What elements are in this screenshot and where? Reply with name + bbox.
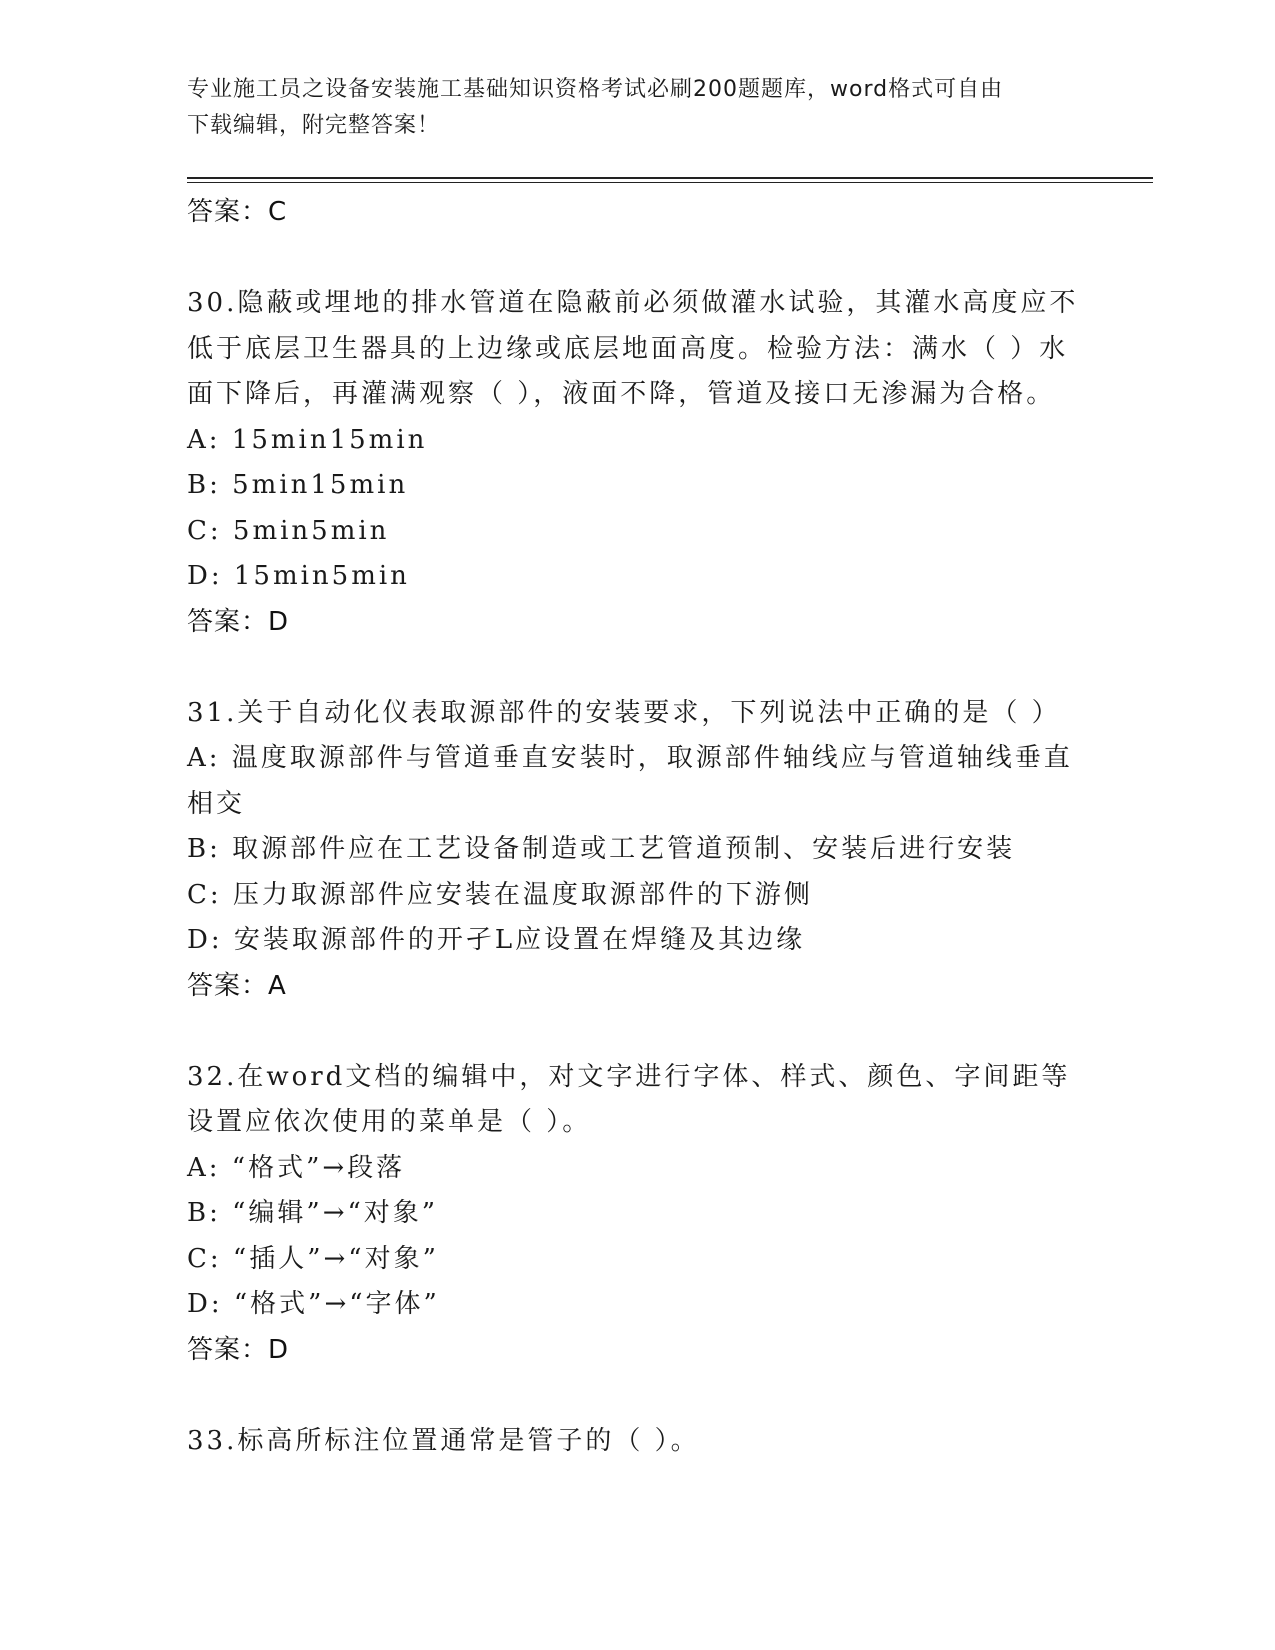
question-text-line: 32.在word文档的编辑中，对文字进行字体、样式、颜色、字间距等 xyxy=(187,1061,1071,1092)
document-body xyxy=(187,190,1087,1464)
answer-prev: 答案：C xyxy=(187,197,288,227)
question-33 xyxy=(187,1419,1087,1465)
option-d: D: 安装取源部件的开孑L应设置在焊缝及其边缘 xyxy=(187,925,806,955)
header-rule-thick xyxy=(187,177,1153,179)
option-c: C: “插人”→“对象” xyxy=(187,1243,439,1274)
answer: 答案：A xyxy=(187,970,287,1001)
page-header xyxy=(187,72,1067,144)
spacer xyxy=(187,1373,1087,1419)
option-b: B: 取源部件应在工艺设备制造或工艺管道预制、安装后进行安装 xyxy=(187,834,1016,864)
header-line-2: 下载编辑，附完整答案！ xyxy=(187,113,441,138)
option-d: D: 15min5min xyxy=(187,561,410,591)
option-c: C: 压力取源部件应安装在温度取源部件的下游侧 xyxy=(187,879,813,910)
answer: 答案：D xyxy=(187,606,290,637)
question-text-line: 面下降后，再灌满观察（ ），液面不降，管道及接口无渗漏为合格。 xyxy=(187,379,1056,409)
option-a-continued: 相交 xyxy=(187,788,246,819)
option-c: C: 5min5min xyxy=(187,515,390,546)
question-text-line: 低于底层卫生器具的上边缘或底层地面高度。检验方法：满水（ ）水 xyxy=(187,333,1069,364)
option-d: D: “格式”→“字体” xyxy=(187,1289,440,1319)
option-a: A: “格式”→段落 xyxy=(187,1152,406,1183)
question-text-line: 30.隐蔽或埋地的排水管道在隐蔽前必须做灌水试验，其灌水高度应不 xyxy=(187,288,1079,318)
option-a: A: 15min15min xyxy=(187,424,428,455)
header-line-1: 专业施工员之设备安装施工基础知识资格考试必刷200题题库，word格式可自由 xyxy=(187,77,1004,102)
question-32 xyxy=(187,1055,1087,1374)
question-31 xyxy=(187,691,1087,1010)
answer: 答案：D xyxy=(187,1334,290,1365)
question-text-line: 设置应依次使用的菜单是（ ）。 xyxy=(187,1107,592,1137)
question-text-line: 31.关于自动化仪表取源部件的安装要求，下列说法中正确的是（ ） xyxy=(187,697,1061,728)
option-b: B: “编辑”→“对象” xyxy=(187,1198,439,1228)
spacer xyxy=(187,1009,1087,1055)
option-a: A: 温度取源部件与管道垂直安装时，取源部件轴线应与管道轴线垂直 xyxy=(187,743,1073,773)
option-b: B: 5min15min xyxy=(187,470,409,500)
question-text-line: 33.标高所标注位置通常是管子的（ ）。 xyxy=(187,1425,700,1456)
header-rule-thin xyxy=(187,182,1153,183)
question-30 xyxy=(187,281,1087,645)
spacer xyxy=(187,645,1087,691)
spacer xyxy=(187,236,1087,282)
